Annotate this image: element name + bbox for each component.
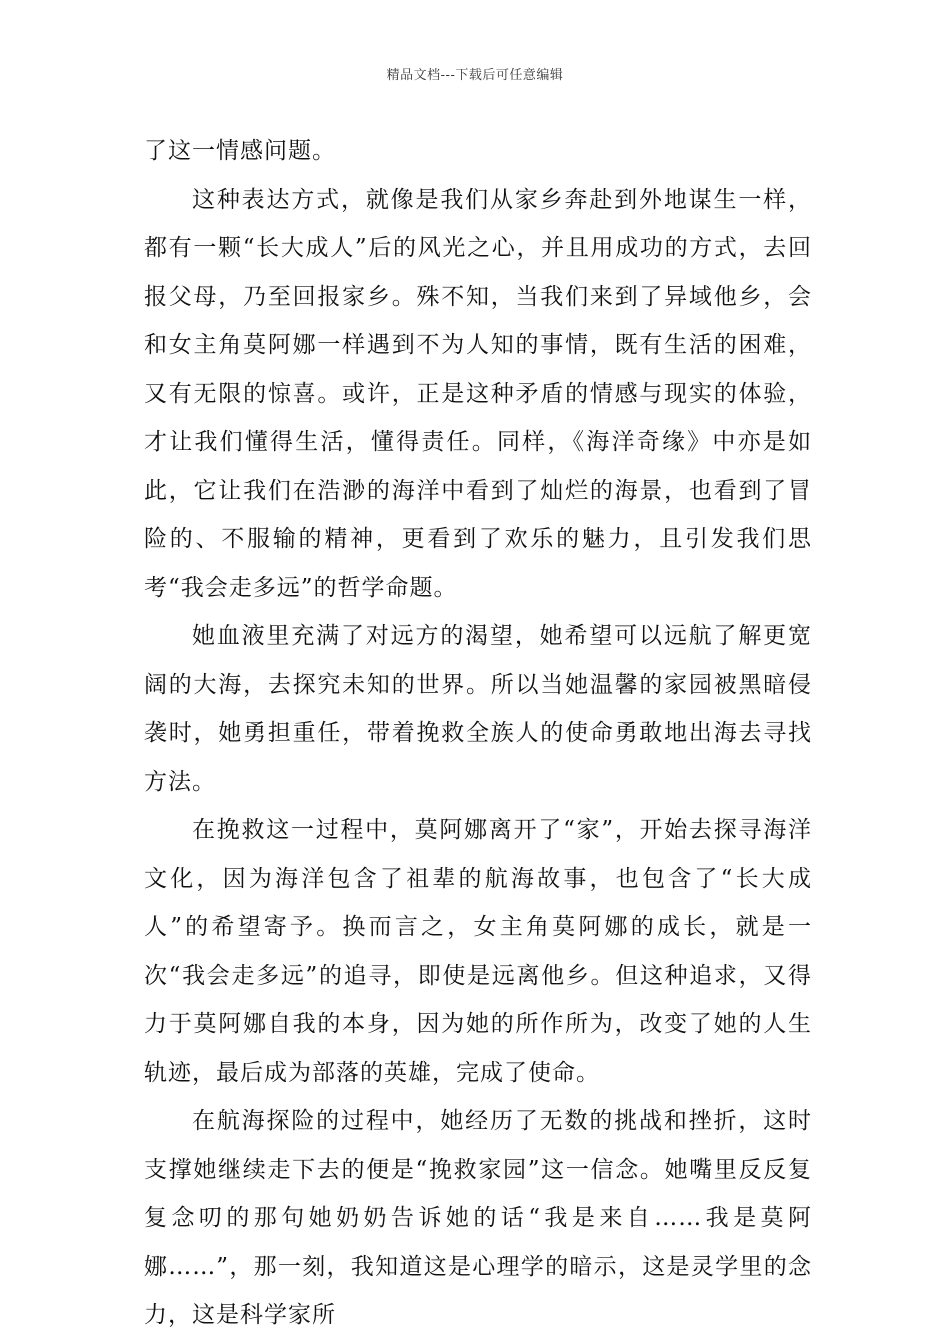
paragraph-continuation: 了这一情感问题。 [144, 138, 336, 164]
paragraph-rescue: 在挽救这一过程中，莫阿娜离开了“家”，开始去探寻海洋文化，因为海洋包含了祖辈的航海故事，也包含了“长大成人”的希望寄予。换而言之，女主角莫阿娜的成长，就是一次“我会走多远”的追寻，即使是远离他乡。但这种追求，又得力于莫阿娜自我的本身，因为她的所作所为，改变了她的人生轨迹，最后成为部落的英雄，完成了使命。 [144, 817, 812, 1086]
page-header: 精品文档---下载后可任意编辑 [386, 68, 564, 83]
paragraph-longing: 她血液里充满了对远方的渴望，她希望可以远航了解更宽阔的大海，去探究未知的世界。所以当她温馨的家园被黑暗侵袭时，她勇担重任，带着挽救全族人的使命勇敢地出海去寻找方法。 [144, 623, 812, 795]
document-body [144, 127, 812, 1340]
paragraph-voyage: 在航海探险的过程中，她经历了无数的挑战和挫折，这时支撑她继续走下去的便是“挽救家园”这一信念。她嘴里反反复复念叨的那句她奶奶告诉她的话“我是来自……我是莫阿娜……”，那一刻，我知道这是心理学的暗示，这是灵学里的念力，这是科学家所 [144, 1108, 812, 1328]
paragraph-expression: 这种表达方式，就像是我们从家乡奔赴到外地谋生一样，都有一颗“长大成人”后的风光之心，并且用成功的方式，去回报父母，乃至回报家乡。殊不知，当我们来到了异域他乡，会和女主角莫阿娜一样遇到不为人知的事情，既有生活的困难，又有无限的惊喜。或许，正是这种矛盾的情感与现实的体验，才让我们懂得生活，懂得责任。同样，《海洋奇缘》中亦是如此，它让我们在浩渺的海洋中看到了灿烂的海景，也看到了冒险的、不服输的精神，更看到了欢乐的魅力，且引发我们思考“我会走多远”的哲学命题。 [144, 186, 812, 601]
